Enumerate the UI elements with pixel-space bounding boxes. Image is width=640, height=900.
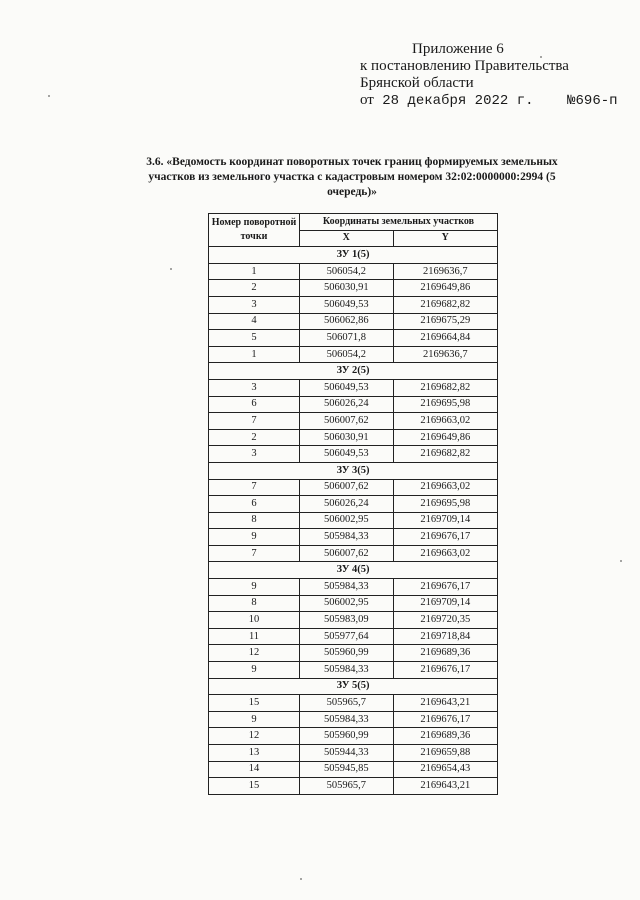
y-cell: 2169663,02 xyxy=(393,545,497,562)
table-row xyxy=(209,313,498,330)
table-row xyxy=(209,529,498,546)
y-cell: 2169654,43 xyxy=(393,761,497,778)
x-cell: 506049,53 xyxy=(300,446,394,463)
table-row xyxy=(209,446,498,463)
point-number-cell: 8 xyxy=(209,512,300,529)
x-cell: 506030,91 xyxy=(300,280,394,297)
x-cell: 505983,09 xyxy=(300,612,394,629)
point-number-cell: 9 xyxy=(209,529,300,546)
x-cell: 505944,33 xyxy=(300,745,394,762)
x-cell: 505984,33 xyxy=(300,529,394,546)
y-cell: 2169663,02 xyxy=(393,479,497,496)
y-cell: 2169695,98 xyxy=(393,496,497,513)
y-cell: 2169643,21 xyxy=(393,778,497,795)
table-row xyxy=(209,711,498,728)
y-cell: 2169689,36 xyxy=(393,645,497,662)
title-line-2: участков из земельного участка с кадастровым номером 32:02:0000000:2994 (5 xyxy=(148,171,556,183)
header-coordinates: Координаты земельных участков xyxy=(300,214,498,231)
y-cell: 2169682,82 xyxy=(393,446,497,463)
table-row xyxy=(209,745,498,762)
point-number-cell: 10 xyxy=(209,612,300,629)
table-row xyxy=(209,479,498,496)
point-number-cell: 9 xyxy=(209,579,300,596)
group-row xyxy=(209,678,498,695)
point-number-cell: 12 xyxy=(209,645,300,662)
table-row xyxy=(209,379,498,396)
appendix-header xyxy=(360,41,618,110)
x-cell: 506002,95 xyxy=(300,512,394,529)
y-cell: 2169675,29 xyxy=(393,313,497,330)
region-line: Брянской области xyxy=(360,75,474,91)
scan-speck xyxy=(300,878,302,880)
table-row xyxy=(209,595,498,612)
group-label: ЗУ 1(5) xyxy=(209,247,498,264)
point-number-cell: 1 xyxy=(209,263,300,280)
y-cell: 2169676,17 xyxy=(393,529,497,546)
x-cell: 505960,99 xyxy=(300,645,394,662)
y-cell: 2169649,86 xyxy=(393,280,497,297)
group-row xyxy=(209,247,498,264)
table-row xyxy=(209,496,498,513)
x-cell: 506026,24 xyxy=(300,496,394,513)
title-line-1: 3.6. «Ведомость координат поворотных точек границ формируемых земельных xyxy=(146,156,558,168)
table-row xyxy=(209,778,498,795)
point-number-cell: 14 xyxy=(209,761,300,778)
table-row xyxy=(209,612,498,629)
date-prefix: от xyxy=(360,92,374,108)
group-row xyxy=(209,363,498,380)
appendix-title: Приложение 6 xyxy=(412,41,504,57)
group-row xyxy=(209,462,498,479)
point-number-cell: 6 xyxy=(209,396,300,413)
table-row xyxy=(209,396,498,413)
y-cell: 2169664,84 xyxy=(393,330,497,347)
point-number-cell: 1 xyxy=(209,346,300,363)
date-line xyxy=(360,92,618,110)
y-cell: 2169643,21 xyxy=(393,695,497,712)
table-row xyxy=(209,413,498,430)
x-cell: 506002,95 xyxy=(300,595,394,612)
group-label: ЗУ 3(5) xyxy=(209,462,498,479)
x-cell: 505965,7 xyxy=(300,695,394,712)
y-cell: 2169682,82 xyxy=(393,379,497,396)
x-cell: 506007,62 xyxy=(300,545,394,562)
x-cell: 505945,85 xyxy=(300,761,394,778)
scan-speck xyxy=(620,560,622,562)
point-number-cell: 3 xyxy=(209,296,300,313)
x-cell: 505984,33 xyxy=(300,711,394,728)
point-number-cell: 9 xyxy=(209,662,300,679)
table-row xyxy=(209,545,498,562)
table-row xyxy=(209,346,498,363)
table-row xyxy=(209,512,498,529)
x-cell: 506071,8 xyxy=(300,330,394,347)
y-cell: 2169709,14 xyxy=(393,595,497,612)
statement-title xyxy=(112,155,592,200)
title-line-3: очередь)» xyxy=(327,186,377,198)
point-number-cell: 6 xyxy=(209,496,300,513)
point-number-cell: 8 xyxy=(209,595,300,612)
table-row xyxy=(209,263,498,280)
point-number-cell: 7 xyxy=(209,479,300,496)
table-row xyxy=(209,645,498,662)
x-cell: 506054,2 xyxy=(300,346,394,363)
y-cell: 2169676,17 xyxy=(393,579,497,596)
resolution-number: №696-п xyxy=(567,93,618,109)
point-number-cell: 7 xyxy=(209,545,300,562)
resolution-date: 28 декабря 2022 г. xyxy=(382,93,534,109)
scan-speck xyxy=(48,95,50,97)
table-row xyxy=(209,761,498,778)
x-cell: 506054,2 xyxy=(300,263,394,280)
point-number-cell: 9 xyxy=(209,711,300,728)
group-label: ЗУ 5(5) xyxy=(209,678,498,695)
point-number-cell: 2 xyxy=(209,280,300,297)
scan-speck xyxy=(170,268,172,270)
point-number-cell: 11 xyxy=(209,628,300,645)
x-cell: 505984,33 xyxy=(300,662,394,679)
header-x: X xyxy=(300,230,394,247)
y-cell: 2169709,14 xyxy=(393,512,497,529)
table-row xyxy=(209,628,498,645)
scan-speck xyxy=(540,56,542,58)
table-row xyxy=(209,728,498,745)
coordinates-table xyxy=(208,213,498,795)
x-cell: 506007,62 xyxy=(300,479,394,496)
x-cell: 506026,24 xyxy=(300,396,394,413)
x-cell: 505960,99 xyxy=(300,728,394,745)
x-cell: 506049,53 xyxy=(300,296,394,313)
x-cell: 505977,64 xyxy=(300,628,394,645)
x-cell: 506030,91 xyxy=(300,429,394,446)
y-cell: 2169676,17 xyxy=(393,662,497,679)
point-number-cell: 13 xyxy=(209,745,300,762)
table-row xyxy=(209,579,498,596)
group-row xyxy=(209,562,498,579)
x-cell: 505984,33 xyxy=(300,579,394,596)
y-cell: 2169718,84 xyxy=(393,628,497,645)
y-cell: 2169663,02 xyxy=(393,413,497,430)
point-number-cell: 7 xyxy=(209,413,300,430)
point-number-cell: 15 xyxy=(209,695,300,712)
y-cell: 2169659,88 xyxy=(393,745,497,762)
point-number-cell: 5 xyxy=(209,330,300,347)
point-number-cell: 2 xyxy=(209,429,300,446)
x-cell: 506062,86 xyxy=(300,313,394,330)
x-cell: 506007,62 xyxy=(300,413,394,430)
x-cell: 506049,53 xyxy=(300,379,394,396)
y-cell: 2169682,82 xyxy=(393,296,497,313)
header-y: Y xyxy=(393,230,497,247)
table-row xyxy=(209,296,498,313)
point-number-cell: 12 xyxy=(209,728,300,745)
point-number-cell: 3 xyxy=(209,379,300,396)
group-label: ЗУ 4(5) xyxy=(209,562,498,579)
table-row xyxy=(209,429,498,446)
y-cell: 2169636,7 xyxy=(393,346,497,363)
group-label: ЗУ 2(5) xyxy=(209,363,498,380)
point-number-cell: 4 xyxy=(209,313,300,330)
x-cell: 505965,7 xyxy=(300,778,394,795)
y-cell: 2169636,7 xyxy=(393,263,497,280)
table-row xyxy=(209,280,498,297)
table-row xyxy=(209,695,498,712)
header-point-number: Номер поворотной точки xyxy=(209,214,300,247)
y-cell: 2169720,35 xyxy=(393,612,497,629)
y-cell: 2169649,86 xyxy=(393,429,497,446)
y-cell: 2169695,98 xyxy=(393,396,497,413)
y-cell: 2169676,17 xyxy=(393,711,497,728)
table-body xyxy=(209,247,498,795)
table-row xyxy=(209,662,498,679)
point-number-cell: 3 xyxy=(209,446,300,463)
resolution-line: к постановлению Правительства xyxy=(360,58,569,74)
y-cell: 2169689,36 xyxy=(393,728,497,745)
point-number-cell: 15 xyxy=(209,778,300,795)
table-row xyxy=(209,330,498,347)
